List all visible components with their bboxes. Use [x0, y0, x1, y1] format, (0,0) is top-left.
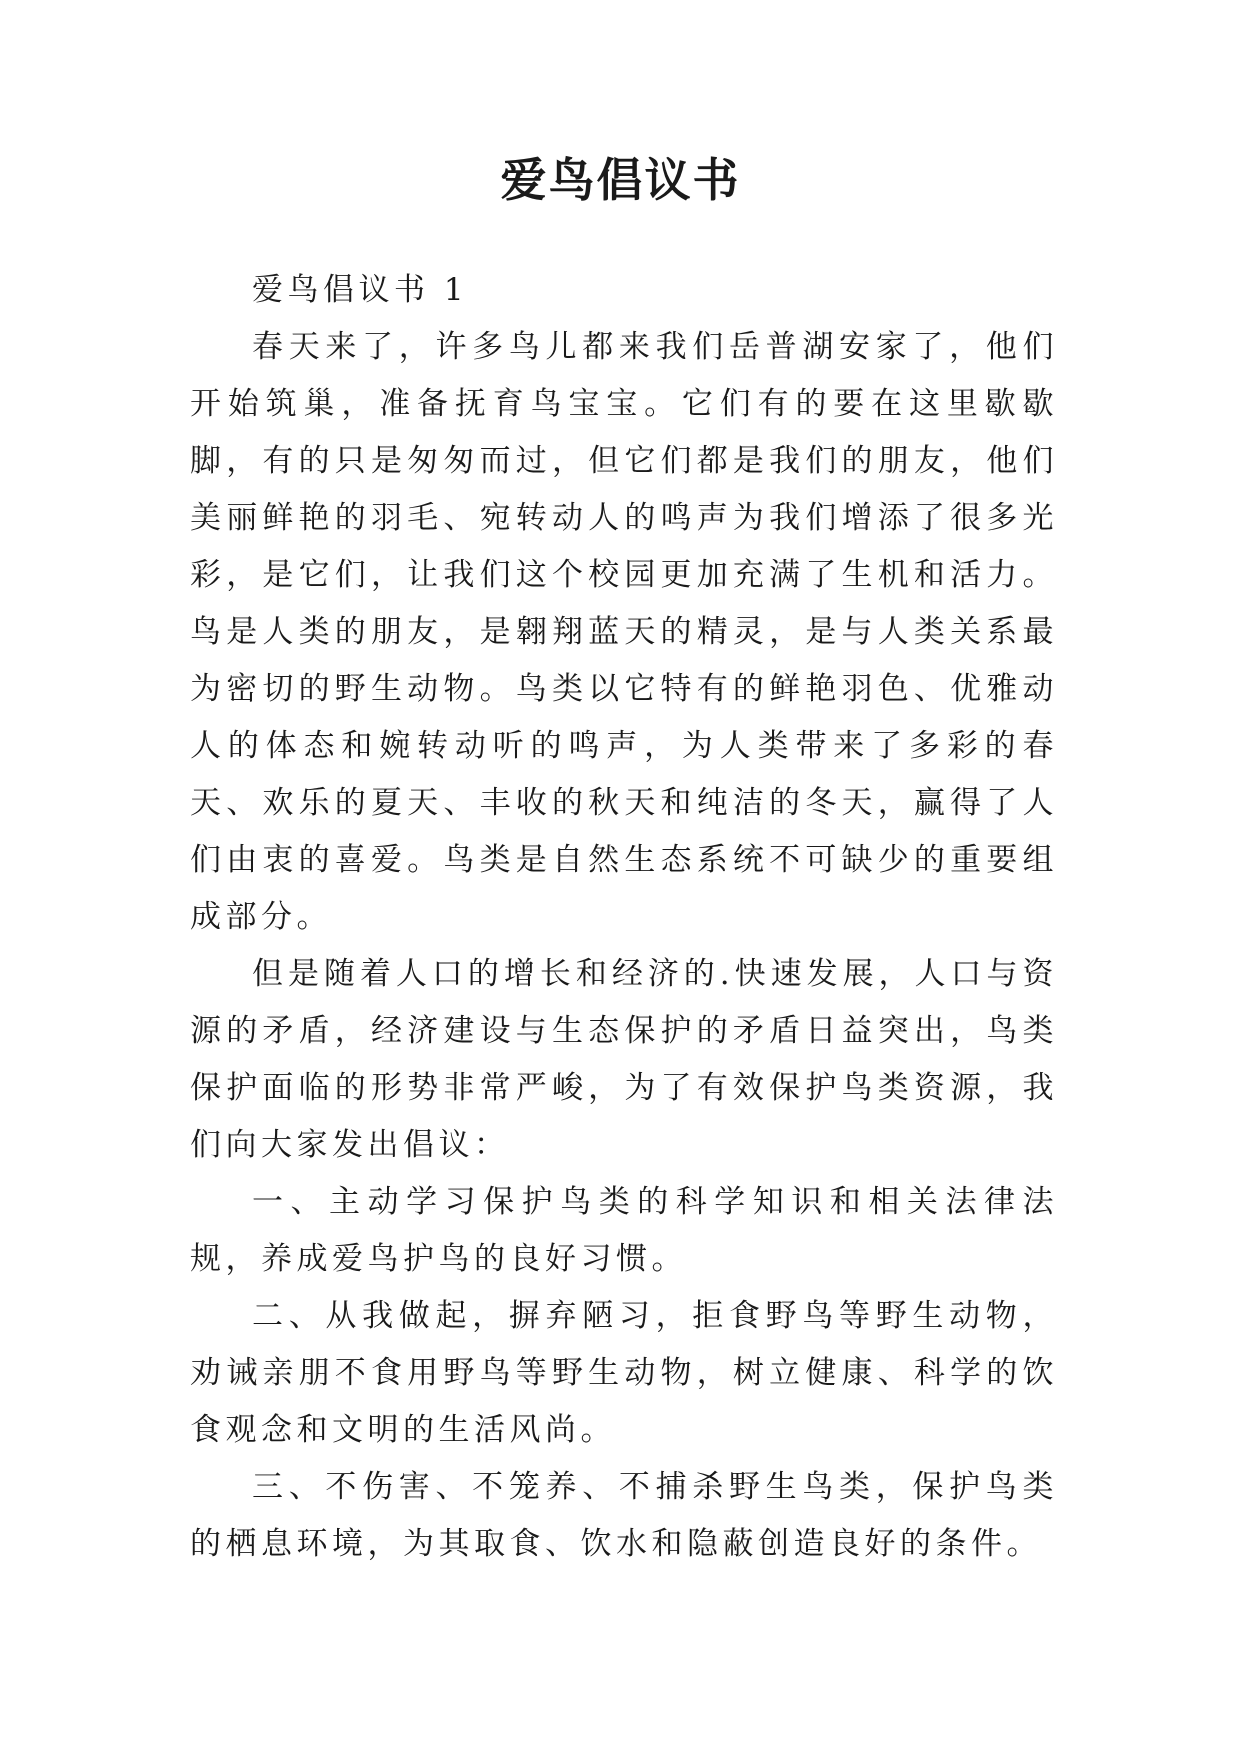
- paragraph-context: 但是随着人口的增长和经济的.快速发展，人口与资源的矛盾，经济建设与生态保护的矛盾日益突出，鸟类保护面临的形势非常严峻，为了有效保护鸟类资源，我们向大家发出倡议：: [190, 956, 1058, 1163]
- paragraph-proposal-3: 三、不伤害、不笼养、不捕杀野生鸟类，保护鸟类的栖息环境，为其取食、饮水和隐蔽创造良好的条件。: [190, 1469, 1058, 1562]
- section-heading: 爱鸟倡议书 1: [252, 272, 469, 308]
- paragraph-proposal-2: 二、从我做起，摒弃陋习，拒食野鸟等野生动物，劝诫亲朋不食用野鸟等野生动物，树立健康、科学的饮食观念和文明的生活风尚。: [190, 1298, 1058, 1448]
- document-body: [190, 262, 1058, 1573]
- paragraph-proposal-1: 一、主动学习保护鸟类的科学知识和相关法律法规，养成爱鸟护鸟的良好习惯。: [190, 1184, 1058, 1277]
- paragraph-intro: 春天来了，许多鸟儿都来我们岳普湖安家了，他们开始筑巢，准备抚育鸟宝宝。它们有的要在这里歇歇脚，有的只是匆匆而过，但它们都是我们的朋友，他们美丽鲜艳的羽毛、宛转动人的鸣声为我们增添了很多光彩，是它们，让我们这个校园更加充满了生机和活力。鸟是人类的朋友，是翱翔蓝天的精灵，是与人类关系最为密切的野生动物。鸟类以它特有的鲜艳羽色、优雅动人的体态和婉转动听的鸣声，为人类带来了多彩的春天、欢乐的夏天、丰收的秋天和纯洁的冬天，赢得了人们由衷的喜爱。鸟类是自然生态系统不可缺少的重要组成部分。: [190, 329, 1058, 935]
- document-title: 爱鸟倡议书: [500, 153, 741, 207]
